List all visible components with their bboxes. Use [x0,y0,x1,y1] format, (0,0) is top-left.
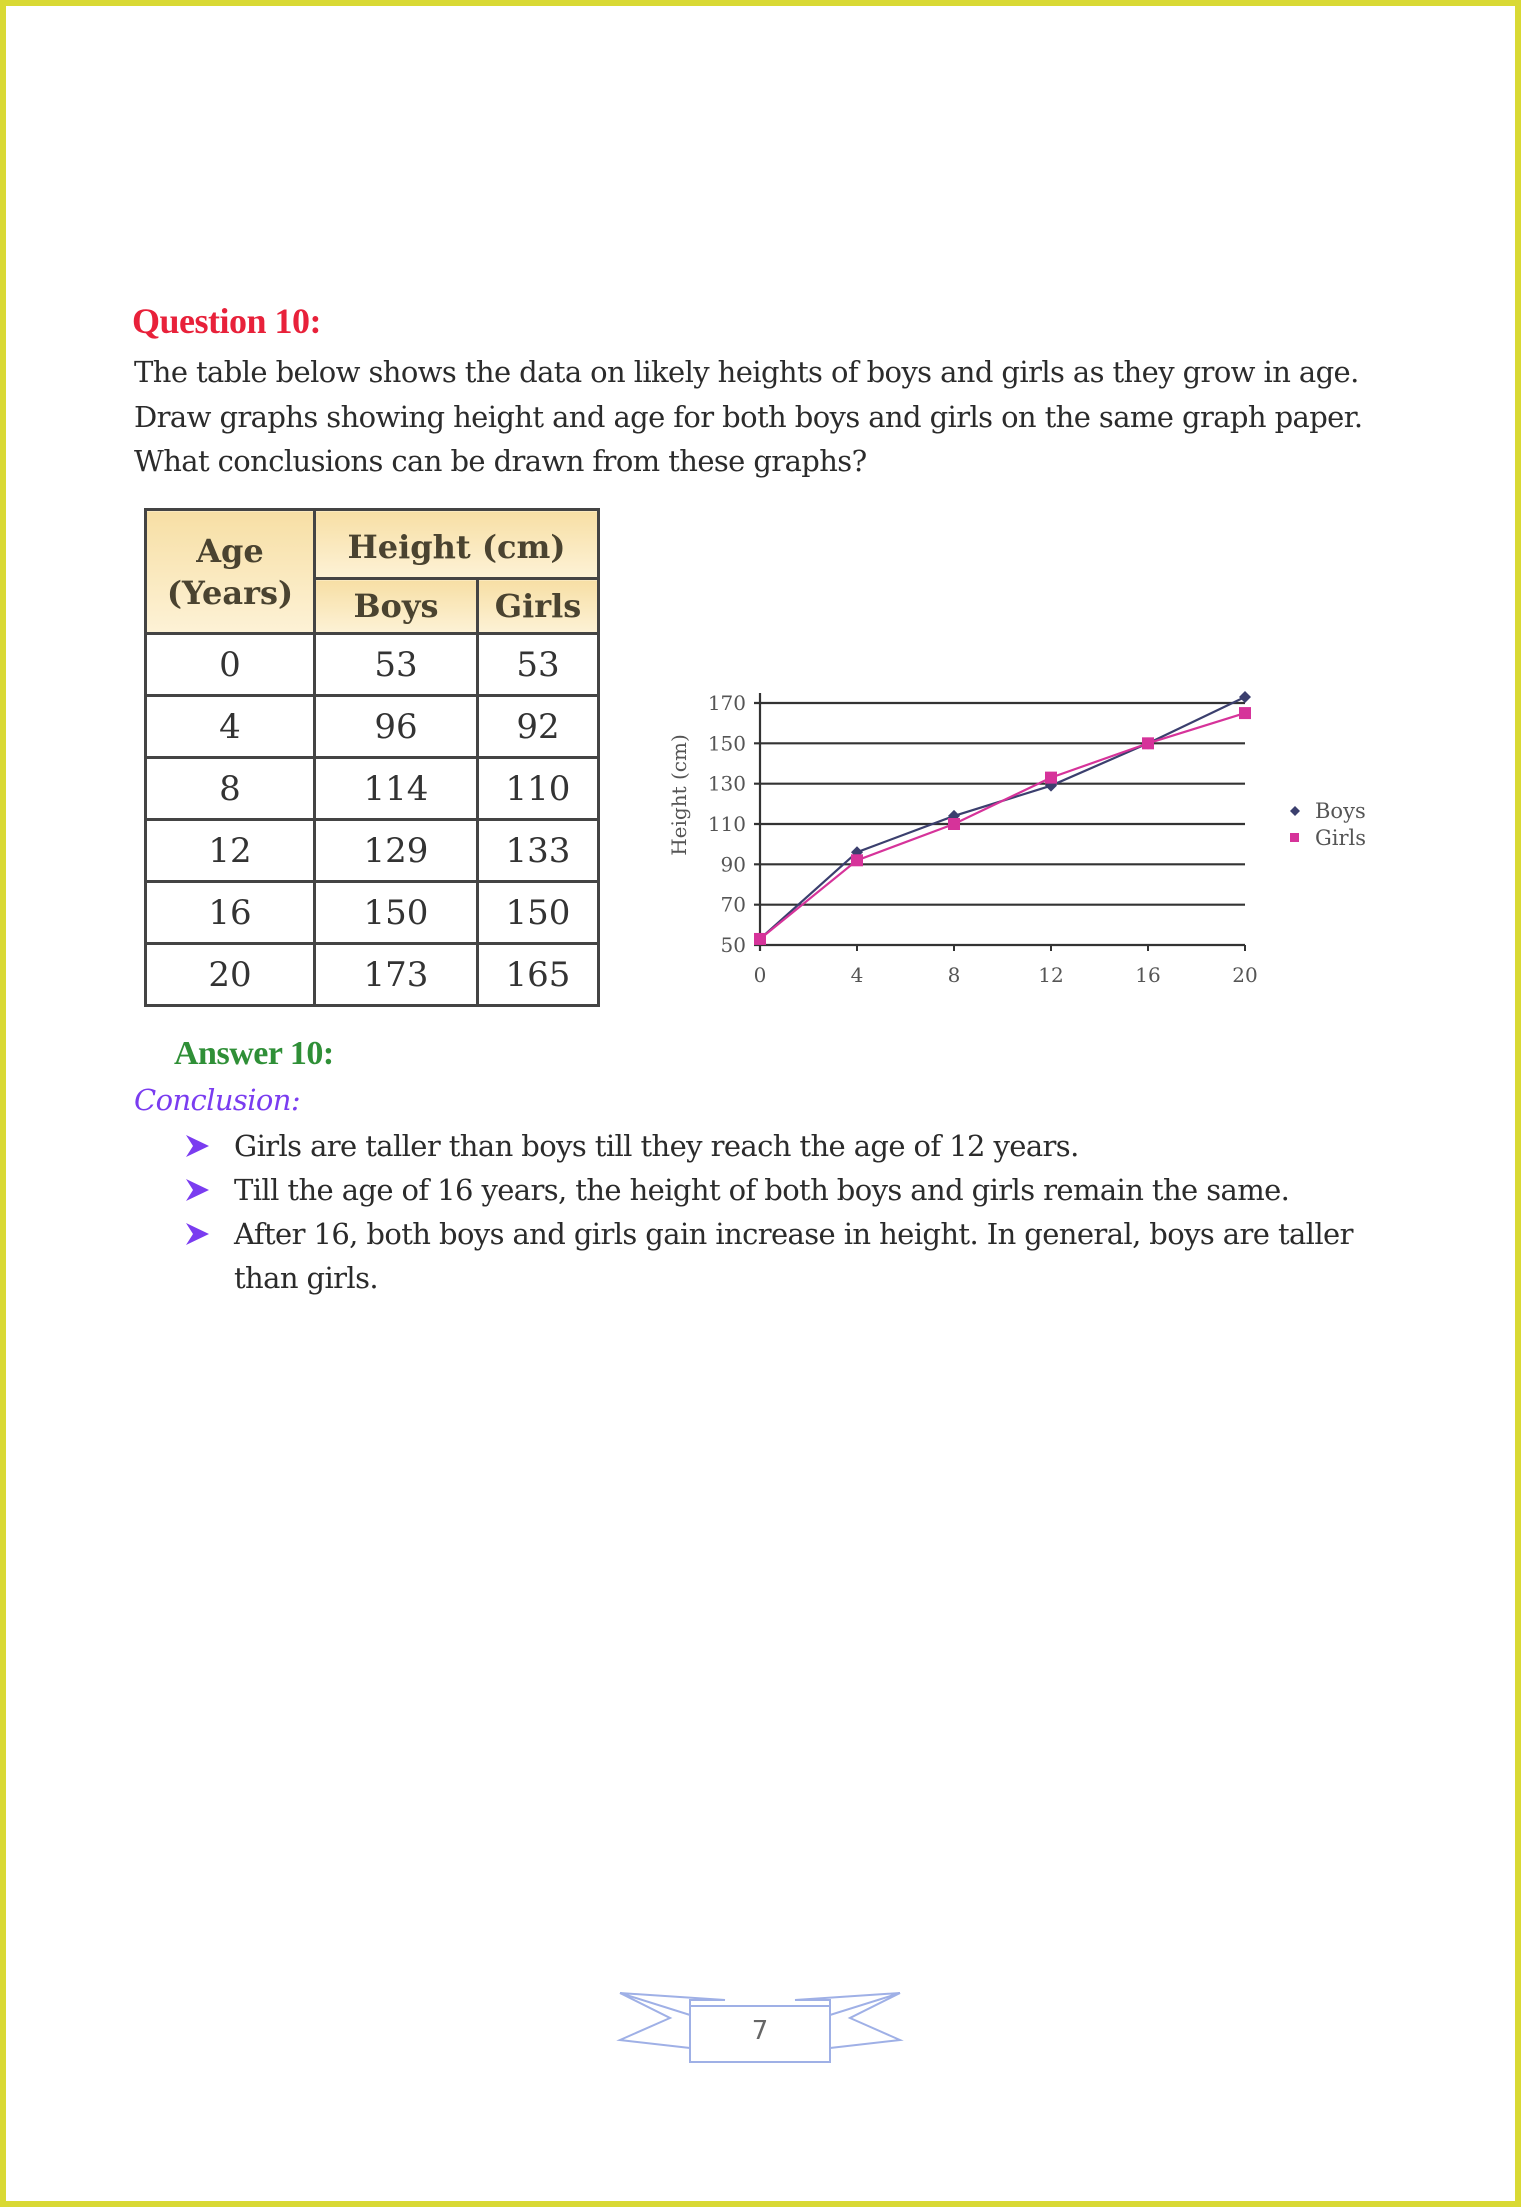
y-tick-label: 150 [707,731,746,756]
height-table [144,508,600,1007]
y-axis-label: Height (cm) [667,734,691,856]
header-age-line2: (Years) [166,573,294,612]
list-item [180,1212,1410,1300]
data-point-girls [754,933,766,945]
list-item-text: After 16, both boys and girls gain increase in height. In general, boys are taller than girls. [234,1217,1353,1295]
cell-boys: 114 [315,758,478,820]
cell-boys: 53 [315,634,478,696]
cell-boys: 173 [315,944,478,1006]
cell-age: 12 [146,820,315,882]
cell-age: 4 [146,696,315,758]
data-point-girls [1239,707,1251,719]
cell-age: 0 [146,634,315,696]
question-title: Question 10: [132,301,322,341]
question-text [134,350,1404,484]
legend-label: Boys [1315,799,1366,823]
y-tick-label: 70 [720,892,746,917]
question-line: What conclusions can be drawn from these graphs? [134,444,867,478]
question-line: Draw graphs showing height and age for both boys and girls on the same graph paper. [134,399,1363,434]
table-row [146,758,599,820]
legend-label: Girls [1315,826,1367,850]
table-row [146,820,599,882]
x-tick-label: 8 [947,963,961,987]
x-tick-label: 16 [1135,963,1161,987]
conclusion-list [180,1124,1410,1300]
y-tick-label: 50 [720,933,746,957]
x-tick-label: 4 [850,963,864,987]
legend-marker-girls [1290,833,1299,842]
cell-girls: 92 [478,696,599,758]
x-tick-label: 0 [753,963,767,987]
arrow-bullet-icon [184,1134,210,1158]
header-height: Height (cm) [315,510,599,579]
cell-girls: 133 [478,820,599,882]
y-tick-label: 170 [707,691,746,715]
cell-boys: 96 [315,696,478,758]
y-tick-label: 90 [720,852,746,877]
header-age [146,510,315,634]
cell-girls: 150 [478,882,599,944]
x-tick-label: 20 [1232,963,1258,987]
cell-age: 8 [146,758,315,820]
x-tick-label: 12 [1038,963,1064,987]
cell-girls: 53 [478,634,599,696]
legend-marker-boys [1290,806,1300,816]
cell-girls: 110 [478,758,599,820]
conclusion-label: Conclusion: [134,1083,300,1117]
arrow-bullet-icon [184,1222,210,1246]
table-row [146,944,599,1006]
y-tick-label: 110 [707,812,746,836]
data-point-girls [1142,737,1154,749]
data-point-boys [1239,691,1251,703]
cell-age: 16 [146,882,315,944]
cell-girls: 165 [478,944,599,1006]
height-chart [660,680,1420,1010]
cell-boys: 150 [315,882,478,944]
header-boys: Boys [315,579,478,634]
header-age-line1: Age [196,531,264,570]
cell-boys: 129 [315,820,478,882]
list-item [180,1168,1410,1212]
answer-title: Answer 10: [174,1035,334,1072]
data-point-girls [948,818,960,830]
data-point-girls [851,854,863,866]
y-tick-label: 130 [707,771,746,796]
data-point-girls [1045,772,1057,784]
cell-age: 20 [146,944,315,1006]
table-row [146,696,599,758]
series-line-boys [760,697,1245,939]
arrow-bullet-icon [184,1178,210,1202]
page-number: 7 [751,2016,769,2046]
header-girls: Girls [478,579,599,634]
question-line: The table below shows the data on likely heights of boys and girls as they grow in age. [134,355,1359,389]
list-item [180,1124,1410,1168]
table-row [146,634,599,696]
table-row [146,882,599,944]
page-number-ribbon [615,1990,905,2070]
list-item-text: Girls are taller than boys till they reach the age of 12 years. [234,1129,1079,1163]
list-item-text: Till the age of 16 years, the height of both boys and girls remain the same. [234,1173,1290,1207]
